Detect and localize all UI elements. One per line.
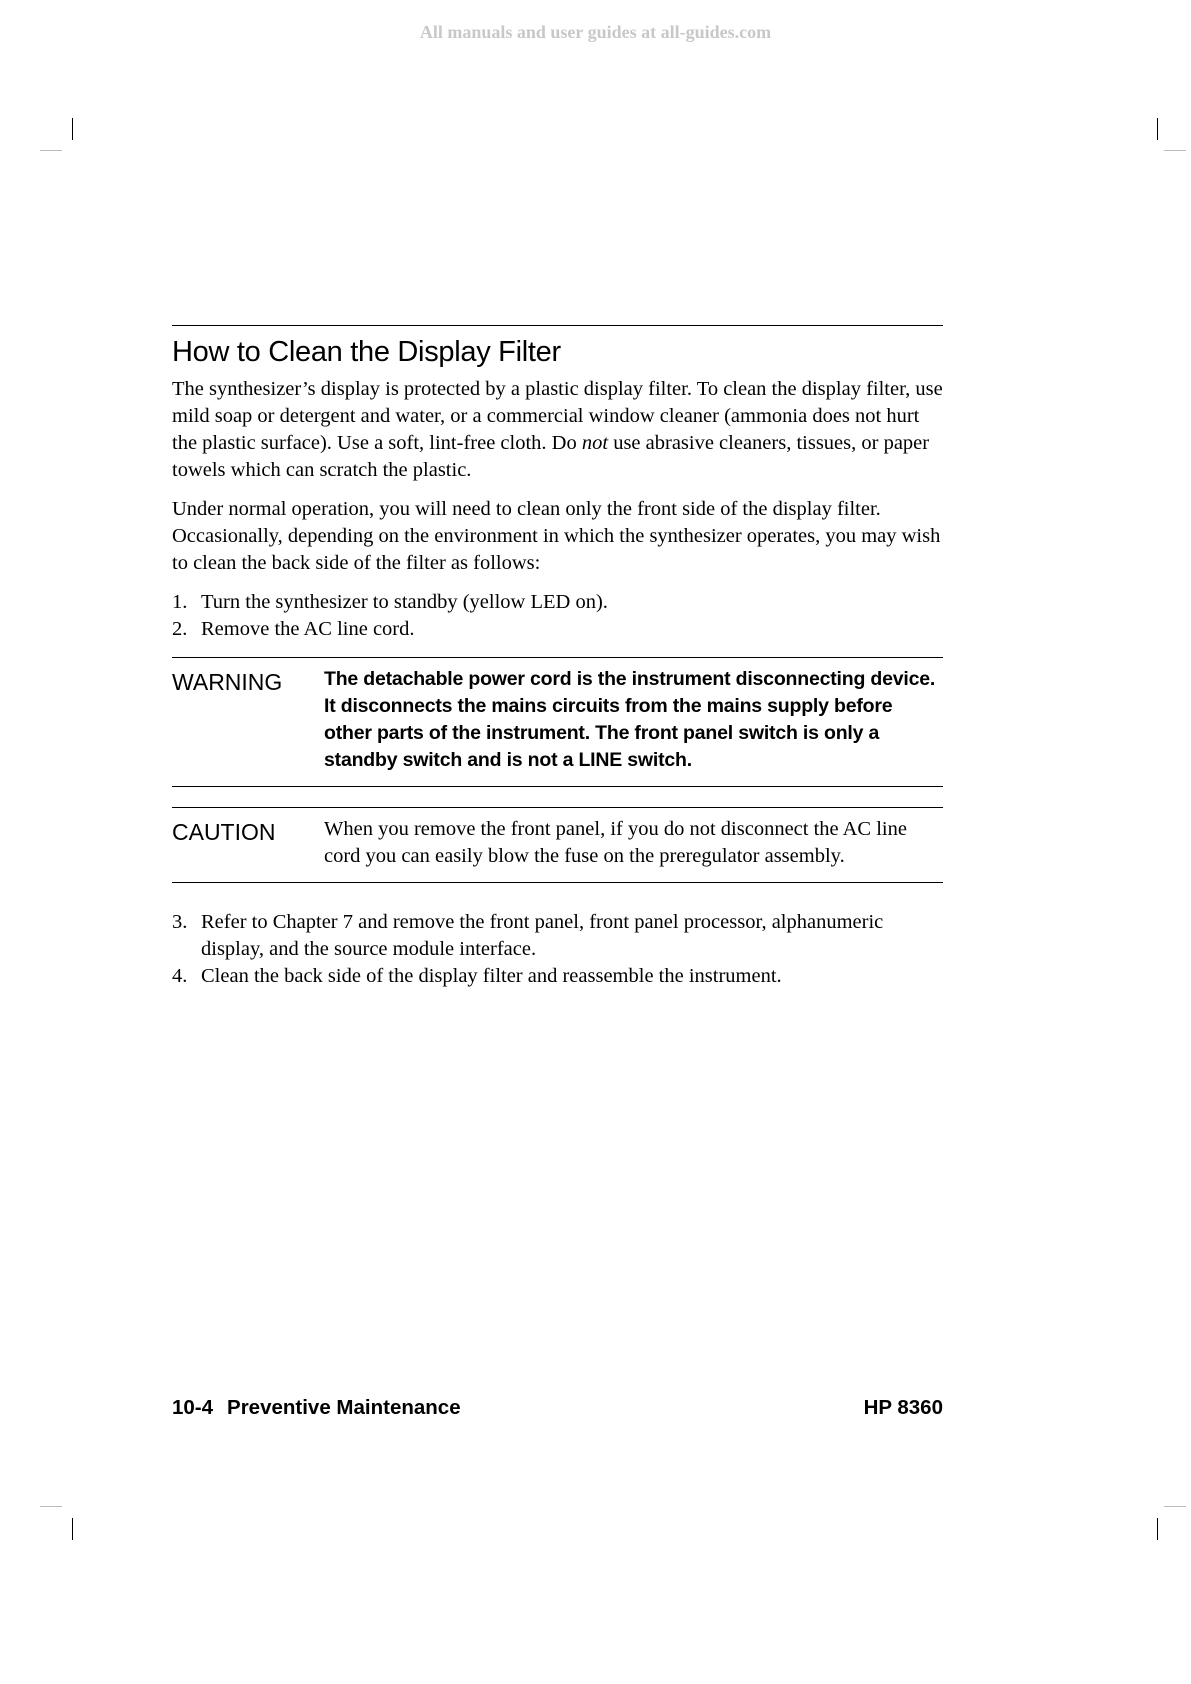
watermark: All manuals and user guides at all-guides.com — [419, 22, 772, 42]
crop-mark-bottom-left — [72, 1518, 73, 1540]
crop-mark-bottom-right — [1157, 1518, 1158, 1540]
section-title: How to Clean the Display Filter — [172, 336, 561, 368]
step-text: Clean the back side of the display filter and reassemble the instrument. — [201, 965, 782, 987]
section-content — [172, 325, 943, 990]
paragraph-display-filter — [172, 376, 943, 484]
paragraph-1-start: The synthesizer’s display is protected by a plastic display filter. To clean the display filter, use mild soap or detergent and water, or a commercial window cleaner (ammonia does not hurt the plastic surface). Use a soft, lint-free cloth. Do — [172, 378, 943, 454]
list-item — [172, 589, 943, 616]
steps-list-first — [172, 589, 943, 643]
step-text: Turn the synthesizer to standby (yellow LED on). — [201, 591, 608, 613]
warning-text: The detachable power cord is the instrument disconnecting device. It disconnects the mains circuits from the mains supply before other parts of the instrument. The front panel switch is only a standby switch and is not a LINE switch. — [324, 668, 936, 771]
list-item — [172, 616, 943, 643]
crop-mark-top-left — [72, 118, 73, 140]
model-name: HP 8360 — [863, 1396, 943, 1419]
caution-box — [172, 807, 943, 883]
section-top-rule — [172, 325, 943, 326]
paragraph-normal-operation: Under normal operation, you will need to clean only the front side of the display filter. Occasionally, depending on the environment in which the synthesizer operates, you may wish to clean the back side of the filter as follows: — [172, 498, 941, 574]
step-number: 4. — [172, 965, 188, 987]
page-number: 10-4 — [172, 1396, 214, 1419]
chapter-name: Preventive Maintenance — [227, 1396, 461, 1419]
step-number: 2. — [172, 618, 188, 640]
list-item — [172, 909, 943, 963]
paragraph-1-end: use abrasive cleaners, tissues, or paper towels which can scratch the plastic. — [172, 432, 930, 481]
step-text: Remove the AC line cord. — [201, 618, 415, 640]
page-footer — [172, 1396, 943, 1420]
warning-box — [172, 657, 943, 787]
step-number: 3. — [172, 911, 188, 933]
warning-label: WARNING — [172, 669, 283, 695]
crop-mark-top-right-h — [1164, 150, 1186, 151]
crop-mark-top-left-h — [40, 150, 62, 151]
crop-mark-bottom-left-h — [40, 1506, 62, 1507]
caution-text: When you remove the front panel, if you do not disconnect the AC line cord you can easily blow the fuse on the preregulator assembly. — [324, 818, 907, 867]
step-number: 1. — [172, 591, 188, 613]
crop-mark-bottom-right-h — [1164, 1506, 1186, 1507]
step-text: Refer to Chapter 7 and remove the front panel, front panel processor, alphanumeric display, and the source module interface. — [201, 911, 884, 960]
steps-list-second — [172, 909, 943, 990]
footer-left — [172, 1396, 461, 1420]
list-item — [172, 963, 943, 990]
paragraph-1-emphasis: not — [581, 432, 609, 454]
crop-mark-top-right — [1157, 118, 1158, 140]
caution-label: CAUTION — [172, 819, 276, 845]
